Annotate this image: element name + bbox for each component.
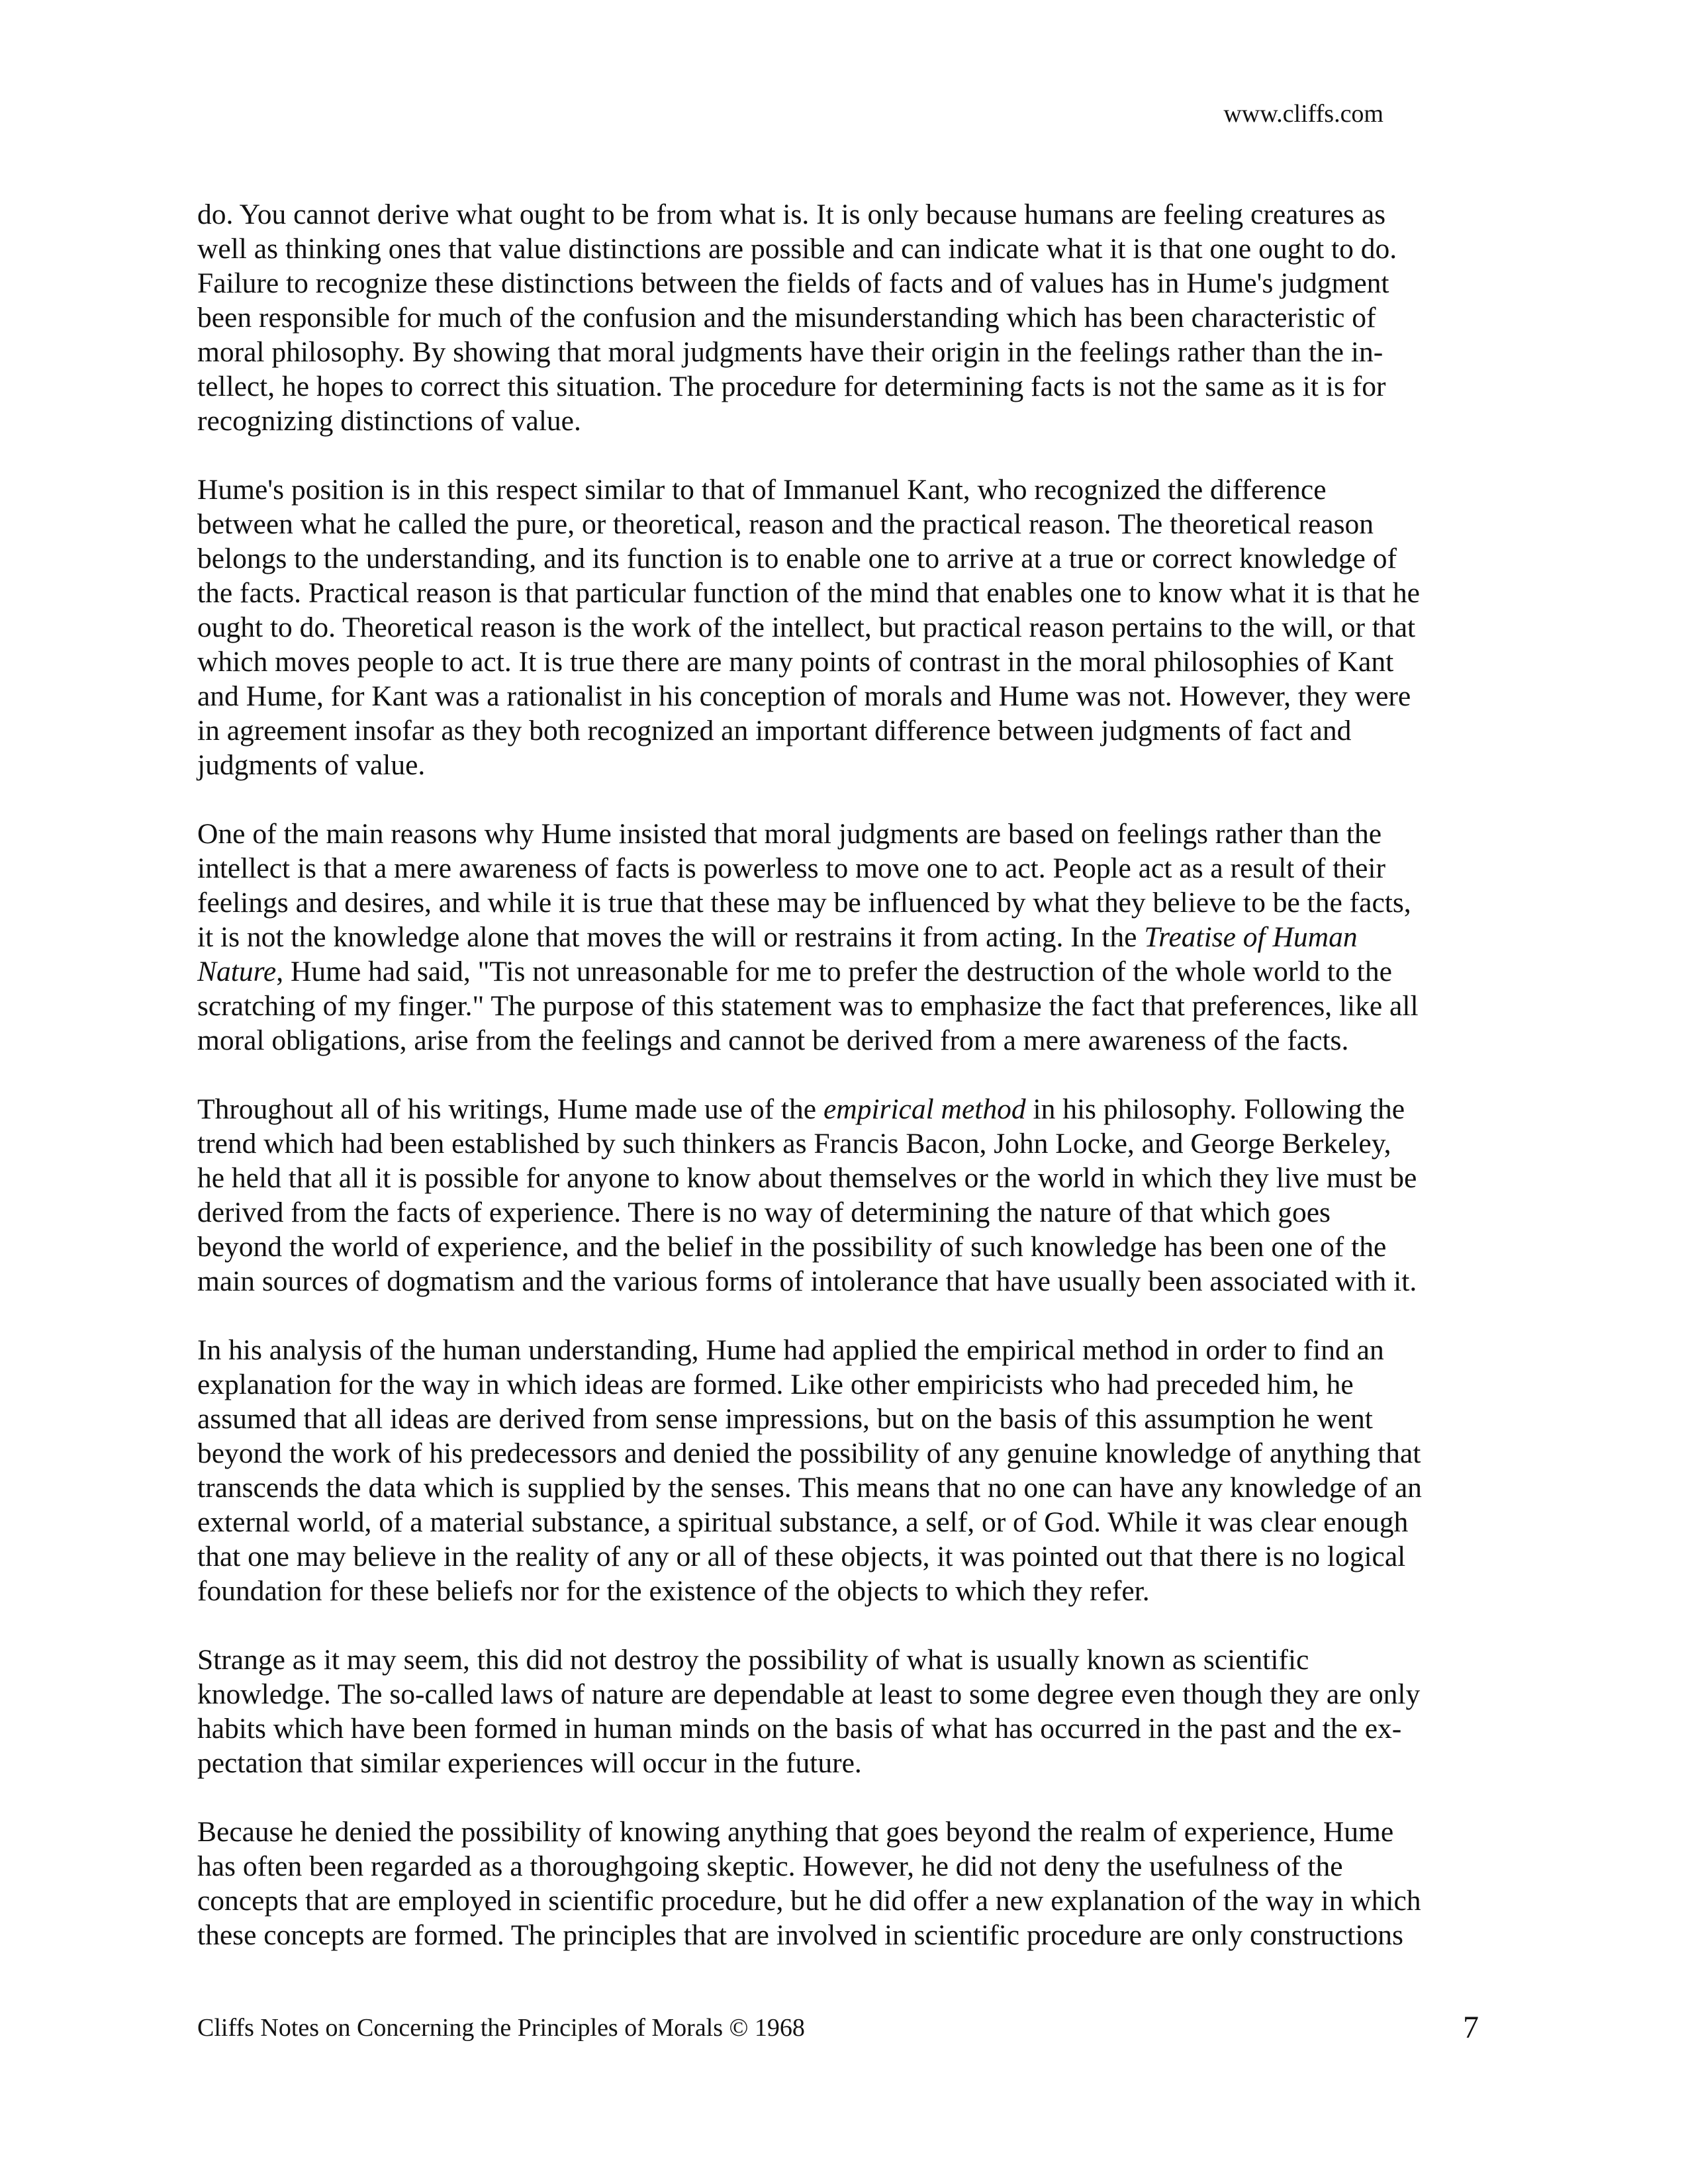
text-line: well as thinking ones that value distinctions are possible and can indicate what it is that one ought to do. xyxy=(197,233,1397,265)
text-line: moral philosophy. By showing that moral judgments have their origin in the feelings rather than the in- xyxy=(197,336,1383,368)
text-line: concepts that are employed in scientific procedure, but he did offer a new explanation of the way in which xyxy=(197,1885,1421,1917)
text-line: external world, of a material substance, a spiritual substance, a self, or of God. While it was clear enough xyxy=(197,1506,1409,1538)
footer-title: Cliffs Notes on Concerning the Principles of Morals © 1968 xyxy=(197,2014,805,2042)
text-line: assumed that all ideas are derived from sense impressions, but on the basis of this assumption he went xyxy=(197,1403,1373,1435)
text-line: tellect, he hopes to correct this situation. The procedure for determining facts is not the same as it is for xyxy=(197,371,1386,402)
paragraph-5 xyxy=(197,1333,1491,1608)
text-line: knowledge. The so-called laws of nature are dependable at least to some degree even though they are only xyxy=(197,1678,1421,1710)
text-segment: Throughout all of his writings, Hume made use of the xyxy=(197,1093,823,1125)
text-line: and Hume, for Kant was a rationalist in his conception of morals and Hume was not. However, they were xyxy=(197,680,1411,712)
text-line: in agreement insofar as they both recognized an important difference between judgments of fact and xyxy=(197,715,1352,747)
text-line: intellect is that a mere awareness of facts is powerless to move one to act. People act as a result of their xyxy=(197,852,1385,884)
text-line: belongs to the understanding, and its function is to enable one to arrive at a true or correct knowledge of xyxy=(197,543,1397,574)
text-line: explanation for the way in which ideas are formed. Like other empiricists who had preceded him, he xyxy=(197,1369,1354,1400)
text-line: do. You cannot derive what ought to be from what is. It is only because humans are feeling creatures as xyxy=(197,199,1386,230)
term-italic: empirical method xyxy=(823,1093,1026,1125)
text-line: he held that all it is possible for anyone to know about themselves or the world in which they live must be xyxy=(197,1162,1417,1194)
text-line: beyond the work of his predecessors and denied the possibility of any genuine knowledge of anything that xyxy=(197,1437,1421,1469)
paragraph-6 xyxy=(197,1643,1491,1780)
text-line: In his analysis of the human understanding, Hume had applied the empirical method in order to find an xyxy=(197,1334,1384,1366)
text-line: One of the main reasons why Hume insisted that moral judgments are based on feelings rather than the xyxy=(197,818,1382,850)
paragraph-4 xyxy=(197,1092,1491,1298)
text-line: Strange as it may seem, this did not destroy the possibility of what is usually known as scientific xyxy=(197,1644,1309,1676)
text-line: Failure to recognize these distinctions between the fields of facts and of values has in Hume's judgment xyxy=(197,267,1389,299)
paragraph-1 xyxy=(197,197,1491,438)
text-line: moral obligations, arise from the feelings and cannot be derived from a mere awareness of the facts. xyxy=(197,1024,1349,1056)
text-line: judgments of value. xyxy=(197,749,426,781)
text-line: been responsible for much of the confusion and the misunderstanding which has been characteristic of xyxy=(197,302,1376,334)
text-line-with-term xyxy=(197,1092,1491,1126)
paragraph-7 xyxy=(197,1815,1491,1952)
paragraph-3 xyxy=(197,817,1491,1058)
text-line: which moves people to act. It is true there are many points of contrast in the moral philosophies of Kant xyxy=(197,646,1394,678)
page-number: 7 xyxy=(1463,2010,1479,2045)
text-line: main sources of dogmatism and the various forms of intolerance that have usually been associated with it. xyxy=(197,1265,1417,1297)
text-line: trend which had been established by such thinkers as Francis Bacon, John Locke, and George Berkeley, xyxy=(197,1128,1391,1160)
text-line: habits which have been formed in human minds on the basis of what has occurred in the past and the ex- xyxy=(197,1713,1402,1745)
text-line: between what he called the pure, or theoretical, reason and the practical reason. The theoretical reason xyxy=(197,508,1374,540)
header-url: www.cliffs.com xyxy=(1223,100,1383,128)
text-segment: in his philosophy. Following the xyxy=(1025,1093,1405,1125)
paragraph-2 xyxy=(197,473,1491,782)
text-line: these concepts are formed. The principles that are involved in scientific procedure are only constructions xyxy=(197,1919,1403,1951)
text-segment: , Hume had said, "Tis not unreasonable for me to prefer the destruction of the whole world to the xyxy=(276,956,1392,987)
text-line: pectation that similar experiences will occur in the future. xyxy=(197,1747,862,1779)
text-line-with-title xyxy=(197,954,1491,989)
text-line-with-title xyxy=(197,920,1491,954)
text-line: Because he denied the possibility of knowing anything that goes beyond the realm of experience, Hume xyxy=(197,1816,1394,1848)
text-segment: it is not the knowledge alone that moves the will or restrains it from acting. In the xyxy=(197,921,1145,953)
text-line: foundation for these beliefs nor for the existence of the objects to which they refer. xyxy=(197,1575,1150,1607)
text-line: beyond the world of experience, and the belief in the possibility of such knowledge has been one of the xyxy=(197,1231,1387,1263)
text-line: scratching of my finger." The purpose of this statement was to emphasize the fact that preferences, like all xyxy=(197,990,1419,1022)
text-line: ought to do. Theoretical reason is the work of the intellect, but practical reason pertains to the will, or that xyxy=(197,612,1416,643)
book-title-italic: Treatise of Human xyxy=(1144,921,1358,953)
text-line: that one may believe in the reality of any or all of these objects, it was pointed out that there is no logical xyxy=(197,1541,1406,1572)
text-line: has often been regarded as a thoroughgoing skeptic. However, he did not deny the usefulness of the xyxy=(197,1850,1343,1882)
text-line: the facts. Practical reason is that particular function of the mind that enables one to know what it is that he xyxy=(197,577,1420,609)
text-line: feelings and desires, and while it is true that these may be influenced by what they believe to be the facts, xyxy=(197,887,1411,919)
text-line: Hume's position is in this respect similar to that of Immanuel Kant, who recognized the difference xyxy=(197,474,1327,506)
document-body xyxy=(197,197,1491,1987)
book-title-italic: Nature xyxy=(197,956,277,987)
text-line: transcends the data which is supplied by the senses. This means that no one can have any knowledge of an xyxy=(197,1472,1422,1504)
text-line: derived from the facts of experience. There is no way of determining the nature of that which goes xyxy=(197,1197,1331,1228)
text-line: recognizing distinctions of value. xyxy=(197,405,581,437)
